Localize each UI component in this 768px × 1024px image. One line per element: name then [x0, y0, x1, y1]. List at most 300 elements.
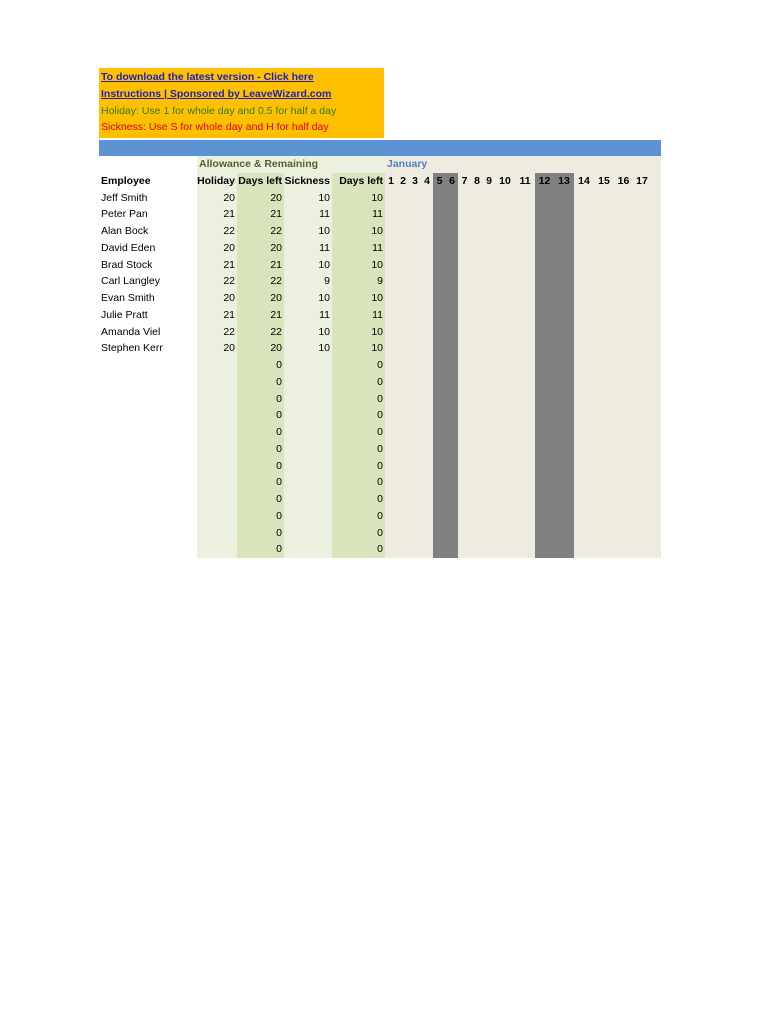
holiday-allowance-cell[interactable] [197, 474, 237, 491]
day-cell[interactable] [535, 324, 554, 341]
day-cell[interactable] [483, 307, 495, 324]
day-cell[interactable] [554, 190, 574, 207]
sickness-allowance-cell[interactable] [284, 458, 332, 475]
day-cell[interactable] [515, 190, 535, 207]
day-cell[interactable] [614, 223, 633, 240]
day-cell[interactable] [458, 307, 471, 324]
day-cell[interactable] [385, 391, 397, 408]
day-cell[interactable] [433, 491, 446, 508]
day-cell[interactable] [574, 240, 594, 257]
day-cell[interactable] [633, 424, 651, 441]
day-cell[interactable] [397, 391, 409, 408]
day-cell[interactable] [385, 374, 397, 391]
day-cell[interactable] [515, 541, 535, 558]
day-cell[interactable] [495, 290, 515, 307]
day-cell[interactable] [433, 374, 446, 391]
day-cell[interactable] [433, 541, 446, 558]
day-cell[interactable] [594, 458, 614, 475]
day-cell[interactable] [421, 190, 433, 207]
day-cell[interactable] [446, 474, 458, 491]
day-cell[interactable] [446, 324, 458, 341]
day-cell[interactable] [458, 374, 471, 391]
day-cell[interactable] [458, 223, 471, 240]
day-cell[interactable] [554, 340, 574, 357]
day-cell[interactable] [458, 474, 471, 491]
day-cell[interactable] [483, 257, 495, 274]
day-cell[interactable] [385, 273, 397, 290]
day-cell[interactable] [614, 458, 633, 475]
day-cell[interactable] [483, 223, 495, 240]
day-cell[interactable] [397, 424, 409, 441]
day-cell[interactable] [446, 525, 458, 542]
day-cell[interactable] [483, 424, 495, 441]
day-cell[interactable] [535, 391, 554, 408]
day-cell[interactable] [433, 474, 446, 491]
day-cell[interactable] [421, 340, 433, 357]
day-cell[interactable] [554, 458, 574, 475]
sickness-allowance-cell[interactable]: 10 [284, 290, 332, 307]
day-cell[interactable] [633, 340, 651, 357]
day-cell[interactable] [515, 458, 535, 475]
day-cell[interactable] [421, 491, 433, 508]
day-cell[interactable] [554, 290, 574, 307]
day-cell[interactable] [554, 206, 574, 223]
day-cell[interactable] [458, 240, 471, 257]
holiday-allowance-cell[interactable] [197, 508, 237, 525]
day-cell[interactable] [397, 324, 409, 341]
day-cell[interactable] [535, 307, 554, 324]
day-cell[interactable] [594, 391, 614, 408]
day-cell[interactable] [409, 307, 421, 324]
day-cell[interactable] [535, 541, 554, 558]
day-cell[interactable] [397, 257, 409, 274]
day-cell[interactable] [421, 223, 433, 240]
day-cell[interactable] [433, 525, 446, 542]
day-cell[interactable] [535, 190, 554, 207]
day-cell[interactable] [554, 474, 574, 491]
day-cell[interactable] [433, 391, 446, 408]
day-cell[interactable] [574, 458, 594, 475]
day-cell[interactable] [614, 206, 633, 223]
day-cell[interactable] [495, 223, 515, 240]
sickness-allowance-cell[interactable] [284, 441, 332, 458]
day-cell[interactable] [594, 424, 614, 441]
day-cell[interactable] [483, 240, 495, 257]
day-cell[interactable] [421, 407, 433, 424]
day-cell[interactable] [385, 307, 397, 324]
day-cell[interactable] [594, 206, 614, 223]
day-cell[interactable] [483, 190, 495, 207]
day-cell[interactable] [446, 374, 458, 391]
day-cell[interactable] [446, 491, 458, 508]
day-cell[interactable] [446, 407, 458, 424]
day-cell[interactable] [409, 424, 421, 441]
day-cell[interactable] [594, 541, 614, 558]
day-cell[interactable] [614, 424, 633, 441]
day-cell[interactable] [433, 206, 446, 223]
day-cell[interactable] [515, 240, 535, 257]
day-cell[interactable] [515, 273, 535, 290]
day-cell[interactable] [483, 407, 495, 424]
holiday-allowance-cell[interactable] [197, 357, 237, 374]
day-cell[interactable] [594, 474, 614, 491]
day-cell[interactable] [633, 491, 651, 508]
day-cell[interactable] [433, 441, 446, 458]
holiday-allowance-cell[interactable]: 22 [197, 223, 237, 240]
day-cell[interactable] [446, 424, 458, 441]
day-cell[interactable] [495, 374, 515, 391]
day-cell[interactable] [594, 357, 614, 374]
day-cell[interactable] [495, 424, 515, 441]
day-cell[interactable] [495, 525, 515, 542]
day-cell[interactable] [574, 407, 594, 424]
holiday-allowance-cell[interactable]: 21 [197, 206, 237, 223]
day-cell[interactable] [471, 324, 483, 341]
day-cell[interactable] [495, 474, 515, 491]
day-cell[interactable] [515, 525, 535, 542]
day-cell[interactable] [535, 525, 554, 542]
day-cell[interactable] [515, 290, 535, 307]
day-cell[interactable] [458, 424, 471, 441]
day-cell[interactable] [554, 307, 574, 324]
day-cell[interactable] [633, 441, 651, 458]
day-cell[interactable] [471, 190, 483, 207]
day-cell[interactable] [385, 474, 397, 491]
day-cell[interactable] [574, 273, 594, 290]
day-cell[interactable] [515, 357, 535, 374]
day-cell[interactable] [421, 474, 433, 491]
sickness-allowance-cell[interactable] [284, 508, 332, 525]
day-cell[interactable] [633, 407, 651, 424]
day-cell[interactable] [397, 307, 409, 324]
day-cell[interactable] [594, 374, 614, 391]
day-cell[interactable] [614, 407, 633, 424]
day-cell[interactable] [458, 290, 471, 307]
day-cell[interactable] [594, 240, 614, 257]
day-cell[interactable] [397, 407, 409, 424]
day-cell[interactable] [397, 458, 409, 475]
day-cell[interactable] [614, 290, 633, 307]
day-cell[interactable] [446, 458, 458, 475]
day-cell[interactable] [471, 340, 483, 357]
day-cell[interactable] [385, 508, 397, 525]
day-cell[interactable] [574, 424, 594, 441]
day-cell[interactable] [614, 240, 633, 257]
day-cell[interactable] [385, 324, 397, 341]
day-cell[interactable] [385, 340, 397, 357]
sickness-allowance-cell[interactable]: 10 [284, 190, 332, 207]
day-cell[interactable] [614, 525, 633, 542]
day-cell[interactable] [397, 206, 409, 223]
day-cell[interactable] [458, 441, 471, 458]
day-cell[interactable] [614, 374, 633, 391]
day-cell[interactable] [385, 541, 397, 558]
day-cell[interactable] [633, 223, 651, 240]
day-cell[interactable] [433, 223, 446, 240]
holiday-allowance-cell[interactable] [197, 441, 237, 458]
holiday-allowance-cell[interactable] [197, 458, 237, 475]
day-cell[interactable] [433, 190, 446, 207]
day-cell[interactable] [633, 357, 651, 374]
day-cell[interactable] [535, 491, 554, 508]
day-cell[interactable] [458, 458, 471, 475]
day-cell[interactable] [535, 407, 554, 424]
day-cell[interactable] [409, 223, 421, 240]
holiday-allowance-cell[interactable] [197, 541, 237, 558]
day-cell[interactable] [495, 273, 515, 290]
day-cell[interactable] [574, 340, 594, 357]
day-cell[interactable] [458, 357, 471, 374]
day-cell[interactable] [409, 257, 421, 274]
day-cell[interactable] [554, 257, 574, 274]
day-cell[interactable] [495, 407, 515, 424]
day-cell[interactable] [446, 257, 458, 274]
day-cell[interactable] [421, 391, 433, 408]
day-cell[interactable] [385, 257, 397, 274]
day-cell[interactable] [397, 190, 409, 207]
day-cell[interactable] [574, 290, 594, 307]
holiday-allowance-cell[interactable]: 20 [197, 190, 237, 207]
day-cell[interactable] [458, 407, 471, 424]
day-cell[interactable] [535, 257, 554, 274]
day-cell[interactable] [421, 257, 433, 274]
sickness-allowance-cell[interactable]: 10 [284, 340, 332, 357]
day-cell[interactable] [409, 541, 421, 558]
day-cell[interactable] [483, 525, 495, 542]
day-cell[interactable] [535, 290, 554, 307]
day-cell[interactable] [633, 206, 651, 223]
day-cell[interactable] [554, 324, 574, 341]
holiday-allowance-cell[interactable] [197, 407, 237, 424]
day-cell[interactable] [421, 458, 433, 475]
day-cell[interactable] [535, 441, 554, 458]
day-cell[interactable] [574, 541, 594, 558]
sickness-allowance-cell[interactable] [284, 525, 332, 542]
day-cell[interactable] [594, 223, 614, 240]
day-cell[interactable] [433, 307, 446, 324]
day-cell[interactable] [554, 374, 574, 391]
day-cell[interactable] [446, 357, 458, 374]
day-cell[interactable] [594, 190, 614, 207]
day-cell[interactable] [554, 424, 574, 441]
day-cell[interactable] [495, 458, 515, 475]
day-cell[interactable] [433, 273, 446, 290]
day-cell[interactable] [433, 290, 446, 307]
day-cell[interactable] [446, 290, 458, 307]
day-cell[interactable] [594, 324, 614, 341]
day-cell[interactable] [633, 541, 651, 558]
day-cell[interactable] [409, 458, 421, 475]
day-cell[interactable] [483, 206, 495, 223]
day-cell[interactable] [397, 491, 409, 508]
day-cell[interactable] [433, 340, 446, 357]
day-cell[interactable] [515, 223, 535, 240]
day-cell[interactable] [574, 257, 594, 274]
day-cell[interactable] [483, 541, 495, 558]
day-cell[interactable] [409, 474, 421, 491]
day-cell[interactable] [633, 508, 651, 525]
day-cell[interactable] [446, 223, 458, 240]
day-cell[interactable] [446, 508, 458, 525]
holiday-allowance-cell[interactable]: 21 [197, 257, 237, 274]
day-cell[interactable] [483, 491, 495, 508]
day-cell[interactable] [535, 508, 554, 525]
day-cell[interactable] [471, 541, 483, 558]
day-cell[interactable] [574, 491, 594, 508]
day-cell[interactable] [495, 491, 515, 508]
sickness-allowance-cell[interactable]: 11 [284, 206, 332, 223]
day-cell[interactable] [515, 257, 535, 274]
day-cell[interactable] [594, 441, 614, 458]
day-cell[interactable] [535, 340, 554, 357]
day-cell[interactable] [574, 474, 594, 491]
sickness-allowance-cell[interactable] [284, 491, 332, 508]
day-cell[interactable] [594, 273, 614, 290]
day-cell[interactable] [554, 357, 574, 374]
holiday-allowance-cell[interactable] [197, 424, 237, 441]
day-cell[interactable] [483, 273, 495, 290]
sickness-allowance-cell[interactable] [284, 474, 332, 491]
holiday-allowance-cell[interactable]: 20 [197, 240, 237, 257]
holiday-allowance-cell[interactable]: 20 [197, 340, 237, 357]
day-cell[interactable] [421, 307, 433, 324]
day-cell[interactable] [495, 257, 515, 274]
sickness-allowance-cell[interactable]: 11 [284, 240, 332, 257]
day-cell[interactable] [483, 290, 495, 307]
day-cell[interactable] [554, 273, 574, 290]
day-cell[interactable] [385, 407, 397, 424]
day-cell[interactable] [433, 324, 446, 341]
day-cell[interactable] [409, 357, 421, 374]
day-cell[interactable] [535, 357, 554, 374]
sickness-allowance-cell[interactable] [284, 541, 332, 558]
day-cell[interactable] [385, 290, 397, 307]
day-cell[interactable] [614, 541, 633, 558]
day-cell[interactable] [409, 273, 421, 290]
holiday-allowance-cell[interactable] [197, 391, 237, 408]
sickness-allowance-cell[interactable] [284, 357, 332, 374]
day-cell[interactable] [483, 374, 495, 391]
day-cell[interactable] [385, 491, 397, 508]
day-cell[interactable] [515, 474, 535, 491]
day-cell[interactable] [433, 257, 446, 274]
holiday-allowance-cell[interactable] [197, 374, 237, 391]
day-cell[interactable] [554, 240, 574, 257]
day-cell[interactable] [515, 508, 535, 525]
day-cell[interactable] [458, 508, 471, 525]
day-cell[interactable] [554, 491, 574, 508]
day-cell[interactable] [495, 324, 515, 341]
day-cell[interactable] [495, 391, 515, 408]
day-cell[interactable] [483, 324, 495, 341]
day-cell[interactable] [471, 374, 483, 391]
day-cell[interactable] [515, 324, 535, 341]
day-cell[interactable] [421, 240, 433, 257]
day-cell[interactable] [409, 190, 421, 207]
day-cell[interactable] [458, 391, 471, 408]
day-cell[interactable] [495, 206, 515, 223]
day-cell[interactable] [614, 273, 633, 290]
day-cell[interactable] [471, 223, 483, 240]
day-cell[interactable] [614, 391, 633, 408]
sickness-allowance-cell[interactable]: 11 [284, 307, 332, 324]
day-cell[interactable] [633, 324, 651, 341]
day-cell[interactable] [421, 273, 433, 290]
day-cell[interactable] [385, 525, 397, 542]
day-cell[interactable] [574, 508, 594, 525]
day-cell[interactable] [614, 340, 633, 357]
day-cell[interactable] [495, 307, 515, 324]
day-cell[interactable] [614, 508, 633, 525]
day-cell[interactable] [385, 441, 397, 458]
day-cell[interactable] [471, 474, 483, 491]
day-cell[interactable] [385, 357, 397, 374]
day-cell[interactable] [614, 474, 633, 491]
day-cell[interactable] [515, 391, 535, 408]
day-cell[interactable] [594, 290, 614, 307]
day-cell[interactable] [515, 424, 535, 441]
day-cell[interactable] [397, 223, 409, 240]
day-cell[interactable] [495, 240, 515, 257]
sickness-allowance-cell[interactable] [284, 407, 332, 424]
day-cell[interactable] [594, 508, 614, 525]
day-cell[interactable] [409, 240, 421, 257]
day-cell[interactable] [495, 357, 515, 374]
day-cell[interactable] [515, 491, 535, 508]
day-cell[interactable] [554, 407, 574, 424]
day-cell[interactable] [471, 508, 483, 525]
day-cell[interactable] [554, 223, 574, 240]
day-cell[interactable] [574, 441, 594, 458]
day-cell[interactable] [397, 290, 409, 307]
day-cell[interactable] [594, 257, 614, 274]
sickness-allowance-cell[interactable]: 10 [284, 223, 332, 240]
day-cell[interactable] [458, 491, 471, 508]
day-cell[interactable] [515, 441, 535, 458]
day-cell[interactable] [385, 240, 397, 257]
day-cell[interactable] [495, 508, 515, 525]
day-cell[interactable] [433, 508, 446, 525]
sickness-allowance-cell[interactable]: 9 [284, 273, 332, 290]
day-cell[interactable] [614, 257, 633, 274]
download-link[interactable]: To download the latest version - Click here [101, 71, 314, 83]
day-cell[interactable] [421, 374, 433, 391]
day-cell[interactable] [471, 206, 483, 223]
day-cell[interactable] [574, 206, 594, 223]
day-cell[interactable] [594, 525, 614, 542]
day-cell[interactable] [471, 407, 483, 424]
day-cell[interactable] [446, 190, 458, 207]
day-cell[interactable] [614, 441, 633, 458]
day-cell[interactable] [471, 441, 483, 458]
day-cell[interactable] [614, 491, 633, 508]
day-cell[interactable] [421, 324, 433, 341]
day-cell[interactable] [385, 206, 397, 223]
day-cell[interactable] [535, 273, 554, 290]
holiday-allowance-cell[interactable]: 22 [197, 324, 237, 341]
day-cell[interactable] [409, 441, 421, 458]
day-cell[interactable] [594, 340, 614, 357]
day-cell[interactable] [409, 290, 421, 307]
day-cell[interactable] [409, 340, 421, 357]
day-cell[interactable] [471, 525, 483, 542]
day-cell[interactable] [574, 324, 594, 341]
day-cell[interactable] [446, 240, 458, 257]
day-cell[interactable] [471, 357, 483, 374]
sickness-allowance-cell[interactable] [284, 391, 332, 408]
day-cell[interactable] [397, 441, 409, 458]
day-cell[interactable] [458, 206, 471, 223]
